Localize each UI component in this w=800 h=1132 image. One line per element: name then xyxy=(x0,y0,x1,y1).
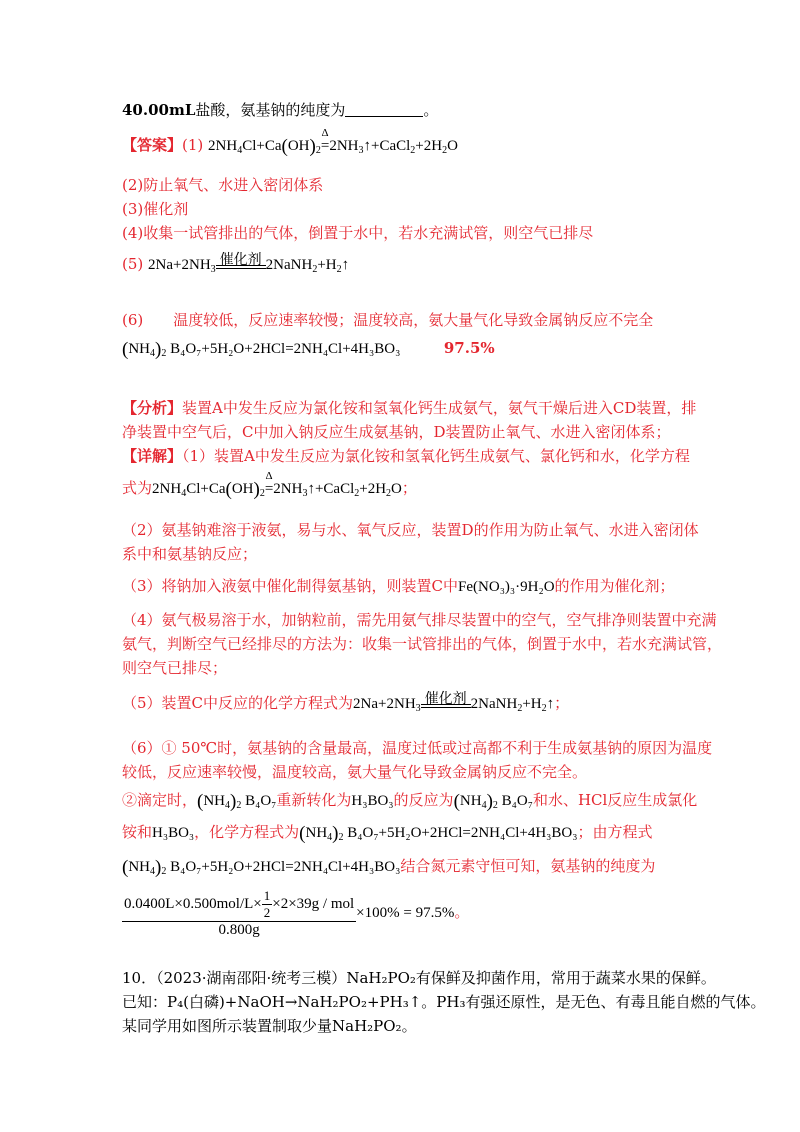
detail-line-11: 较低，反应速率较慢，温度较高，氨大量气化导致金属钠反应不完全。 xyxy=(122,763,588,781)
answer-line-5 xyxy=(122,251,349,280)
detail-p1-equation: $2NH_4Cl+Ca(OH)_2$ Δ $=2NH_3↑+CaCl_2+2H_2O$ xyxy=(152,470,402,500)
q10-number: 10． xyxy=(122,969,157,987)
detail-line-13: 铵和H₃BO₃，化学方程式为$(NH_4)_2$ B₄O₇+5H₂O+2HCl=2NH₄Cl+4H₃BO₃；由方程式 xyxy=(122,823,653,844)
detail-p6-2c: 的反应为 xyxy=(393,791,454,809)
iron-nitrate-formula: Fe(NO₃)₃·9H₂O xyxy=(458,579,555,595)
boric-acid-formula: H₃BO₃ xyxy=(351,793,394,809)
answer-6-equation: $(NH_4)_2$ B₄O₇+5H₂O+2HCl=2NH₄Cl+4H₃BO₃ xyxy=(122,339,401,360)
detail-p1-pre: 式为 xyxy=(122,479,153,497)
answer-line-1 xyxy=(122,127,458,161)
detail-p1-text: （1）装置A中发生反应为氯化铵和氢氧化钙生成氨气、氯化钙和水，化学方程 xyxy=(182,447,690,465)
calculation-fraction xyxy=(122,888,356,939)
answer-1-equation: $2NH_4Cl+Ca(OH)_2$ Δ $=2NH_3↑+CaCl_2+2H_2O$ xyxy=(208,127,458,157)
fraction-denominator: 0.800g xyxy=(218,922,260,938)
detail-p6-2b: 重新转化为 xyxy=(276,791,352,809)
answer-line-6 xyxy=(122,310,653,330)
answer-line-6-eq xyxy=(122,338,495,364)
calculation-end: 。 xyxy=(454,904,470,921)
q9-text: 盐酸，氨基钠的纯度为 xyxy=(195,101,346,119)
analysis-text-1: 装置A中发生反应为氯化铵和氢氧化钙生成氨气，氨气干燥后进入CD装置，排 xyxy=(182,399,697,417)
detail-p5-equation: $2Na+2NH_3$ 催化剂 $2NaNH_2+H_2↑$ xyxy=(353,692,555,714)
detail-line-8: 则空气已排尽； xyxy=(122,659,228,677)
answer-tag: 【答案】 xyxy=(122,136,183,154)
answer-6-label: (6) xyxy=(122,311,144,329)
q10-source: （2023·湖南邵阳·统考三模） xyxy=(156,969,347,987)
q10-line-3: 某同学用如图所示装置制取少量NaH₂PO₂。 xyxy=(122,1017,417,1035)
boric-acid-formula-2: H₃BO₃ xyxy=(152,825,195,841)
detail-tag: 【详解】 xyxy=(122,447,183,465)
purity-calculation xyxy=(122,888,469,939)
answer-1-label: (1) xyxy=(182,136,204,154)
detail-p6-3a: 铵和 xyxy=(122,823,153,841)
analysis-line-2: 净装置中空气后，C中加入钠反应生成氨基钠，D装置防止氧气、水进入密闭体系； xyxy=(122,423,671,441)
detail-line-14: $(NH_4)_2$ B₄O₇+5H₂O+2HCl=2NH₄Cl+4H₃BO₃结合氮元素守恒可知，氨基钠的纯度为 xyxy=(122,857,656,878)
detail-p6-2d: 和水、HCl反应生成氯化 xyxy=(532,791,698,809)
answer-6-percent: 97.5% xyxy=(443,339,495,357)
detail-p3-pre: （3）将钠加入液氨中催化制得氨基钠，则装置C中 xyxy=(122,577,459,595)
detail-p1-end: ； xyxy=(401,479,417,497)
detail-line-9 xyxy=(122,690,569,719)
detail-line-2 xyxy=(122,470,417,504)
detail-line-4: 系中和氨基钠反应； xyxy=(122,545,258,563)
detail-p3-post: 的作用为催化剂； xyxy=(554,577,675,595)
calculation-result: ×100% = 97.5% xyxy=(356,904,455,921)
q9-tail-line xyxy=(122,100,438,120)
answer-5-label: (5) xyxy=(122,255,144,273)
detail-p6-2a: ②滴定时， xyxy=(122,791,198,809)
q9-end: 。 xyxy=(423,101,439,119)
catalyst-arrow: 催化剂 xyxy=(216,251,266,269)
answer-5-equation: $2Na+2NH_3$ 催化剂 $2NaNH_2+H_2↑$ xyxy=(148,253,350,275)
detail-line-12: ②滴定时，$(NH_4)_2$ B₄O₇重新转化为H₃BO₃的反应为$(NH_4)_2$ B₄O₇和水、HCl反应生成氯化 xyxy=(122,791,698,812)
detail-line-3: （2）氨基钠难溶于液氨，易与水、氧气反应，装置D的作用为防止氧气、水进入密闭体 xyxy=(122,521,699,539)
detail-p6-4-text: 结合氮元素守恒可知，氨基钠的纯度为 xyxy=(400,857,656,875)
detail-line-6: （4）氨气极易溶于水，加钠粒前，需先用氨气排尽装置中的空气，空气排净则装置中充满 xyxy=(122,611,717,629)
detail-line-5 xyxy=(122,576,675,597)
detail-line-10: （6）① 50℃时，氨基钠的含量最高，温度过低或过高都不利于生成氨基钠的原因为温度 xyxy=(122,739,713,757)
fraction-numerator: 0.0400L×0.500mol/L× $\frac{1}{2}$ ×2×39g / mol xyxy=(124,888,355,920)
answer-line-4: (4)收集一试管排出的气体，倒置于水中，若水充满试管，则空气已排尽 xyxy=(122,224,594,242)
detail-line-1 xyxy=(122,446,690,466)
detail-p6-3c: ；由方程式 xyxy=(577,823,653,841)
answer-line-3: (3)催化剂 xyxy=(122,200,189,218)
answer-blank xyxy=(345,102,423,117)
detail-p5-end: ； xyxy=(554,694,570,712)
q10-line-1 xyxy=(122,968,716,988)
detail-p5-pre: （5）装置C中反应的化学方程式为 xyxy=(122,694,354,712)
detail-p6-3b: ，化学方程式为 xyxy=(194,823,300,841)
q10-text-1: NaH₂PO₂有保鲜及抑菌作用，常用于蔬菜水果的保鲜。 xyxy=(346,969,716,987)
detail-line-7: 氨气，判断空气已经排尽的方法为：收集一试管排出的气体，倒置于水中，若水充满试管， xyxy=(122,635,723,653)
analysis-tag: 【分析】 xyxy=(122,399,183,417)
answer-line-2: (2)防止氧气、水进入密闭体系 xyxy=(122,176,324,194)
answer-6-text: 温度较低，反应速率较慢；温度较高，氨大量气化导致金属钠反应不完全 xyxy=(173,311,654,329)
q9-volume: 40.00mL xyxy=(122,101,196,119)
analysis-line-1 xyxy=(122,398,696,418)
q10-line-2: 已知：P₄(白磷)+NaOH→NaH₂PO₂+PH₃↑。PH₃有强还原性，是无色、有毒且能自燃的气体。 xyxy=(122,993,766,1011)
